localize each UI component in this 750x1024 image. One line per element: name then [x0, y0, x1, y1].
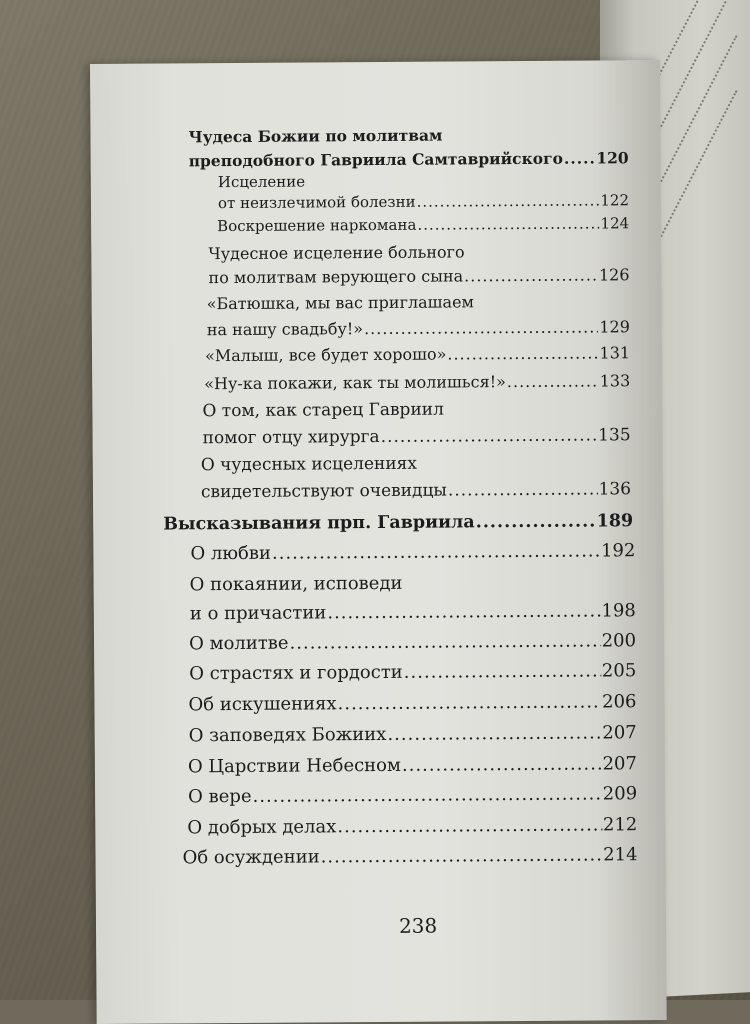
dot-leader	[381, 422, 598, 451]
toc-page-number: 214	[603, 844, 638, 866]
toc-entry	[208, 239, 629, 290]
toc-entry	[189, 656, 636, 688]
toc-entry-line: О добрых делах	[187, 816, 337, 839]
dot-leader	[464, 263, 598, 288]
toc-entry	[218, 169, 629, 214]
toc-page-number: 122	[600, 191, 630, 210]
toc-entry-line: О страстях и гордости	[189, 661, 403, 685]
dot-leader	[321, 840, 603, 871]
toc-page-number: 206	[602, 691, 637, 713]
toc-page-number: 136	[598, 479, 632, 500]
dot-leader	[387, 718, 601, 748]
toc-page-number: 133	[599, 371, 631, 391]
dot-leader	[252, 779, 601, 810]
toc-entry	[188, 687, 636, 719]
toc-heading-line: преподобного Гавриила Самтаврийского	[188, 148, 564, 171]
dot-leader	[402, 749, 602, 779]
toc-page-number: 120	[596, 148, 629, 168]
toc-heading-line: Высказывания прп. Гавриила	[163, 512, 475, 535]
dot-leader	[416, 190, 599, 212]
toc-entry-line: Чудесное исцеление больного	[208, 242, 465, 264]
toc-entry-line: О чудесных исцелениях	[200, 453, 418, 476]
toc-page-number: 192	[600, 540, 636, 562]
toc-entry	[189, 718, 637, 750]
dot-leader	[327, 596, 600, 627]
toc-page-number: 126	[598, 265, 630, 285]
toc-entry	[182, 840, 637, 872]
book-page	[90, 60, 667, 1024]
toc-section-heading	[188, 122, 628, 173]
toc-page-number: 205	[601, 660, 637, 682]
toc-entry-line: «Малыш, все будет хорошо»	[204, 344, 447, 366]
toc-entry-line: «Батюшка, мы вас приглашаем	[206, 292, 475, 314]
toc-page-number: 212	[602, 814, 638, 836]
dot-leader	[404, 656, 601, 686]
dot-leader	[289, 626, 600, 657]
toc-entry	[188, 779, 637, 811]
toc-entry-line: Воскрешение наркомана	[217, 215, 417, 236]
toc-entry-line: О том, как старец Гавриил	[202, 399, 444, 422]
toc-page-number: 200	[601, 630, 637, 652]
toc-entry-line: Исцеление	[217, 172, 306, 192]
toc-entry-line: помог отцу хирурга	[202, 426, 380, 449]
toc-page-number: 124	[600, 214, 630, 233]
toc-page-number: 129	[599, 317, 630, 337]
dot-leader	[507, 369, 599, 394]
toc-entry-line: Об осуждении	[182, 846, 320, 869]
toc-page-number: 189	[596, 511, 634, 532]
toc-entry	[190, 537, 635, 568]
dot-leader	[448, 476, 598, 504]
toc-entry	[205, 341, 630, 368]
dot-leader	[272, 537, 600, 567]
toc-page-number: 135	[598, 425, 631, 446]
toc-section-heading	[163, 507, 633, 538]
dot-leader	[364, 314, 598, 342]
toc-entry-line: «Ну-ка покажи, как ты молишься!»	[204, 372, 506, 394]
page-number: 238	[398, 913, 438, 938]
toc-page-number: 209	[602, 783, 638, 805]
dot-leader	[447, 341, 598, 366]
toc-entry-line: на нашу свадьбу!»	[206, 319, 364, 340]
dot-leader	[337, 687, 601, 718]
toc-entry-line: О любви	[190, 542, 272, 565]
dot-leader	[417, 213, 599, 235]
toc-heading-line: Чудеса Божии по молитвам	[188, 125, 443, 147]
dot-leader	[564, 146, 596, 170]
dot-leader	[476, 507, 596, 536]
toc-page-number: 207	[602, 753, 637, 775]
toc-entry-line: по молитвам верующего сына	[208, 266, 464, 288]
toc-entry	[190, 567, 636, 628]
toc-page-number: 198	[601, 600, 636, 622]
toc-entry	[204, 369, 630, 396]
toc-entry-line: и о причастии	[189, 602, 327, 625]
toc-page-number: 207	[602, 722, 637, 744]
dot-leader	[337, 810, 602, 841]
toc-entry-line: О молитве	[188, 632, 289, 655]
toc-entry	[189, 626, 636, 658]
toc-entry	[201, 449, 631, 506]
toc-page-number: 131	[599, 343, 631, 363]
toc-entry	[188, 749, 637, 781]
toc-entry	[207, 288, 630, 343]
toc-entry-line: О покаянии, исповеди	[189, 572, 403, 596]
toc-entry-line: Об искушениях	[188, 693, 337, 716]
toc-entry	[217, 213, 629, 237]
toc-entry	[187, 810, 637, 842]
toc-entry-line: от неизлечимой болезни	[217, 192, 416, 213]
toc-entry	[202, 395, 630, 452]
toc-entry-line: О Царствии Небесном	[187, 754, 402, 778]
toc-entry-line: свидетельствуют очевидцы	[200, 480, 448, 503]
toc-entry-line: О заповедях Божиих	[188, 723, 387, 747]
toc-entry-line: О вере	[188, 785, 252, 808]
